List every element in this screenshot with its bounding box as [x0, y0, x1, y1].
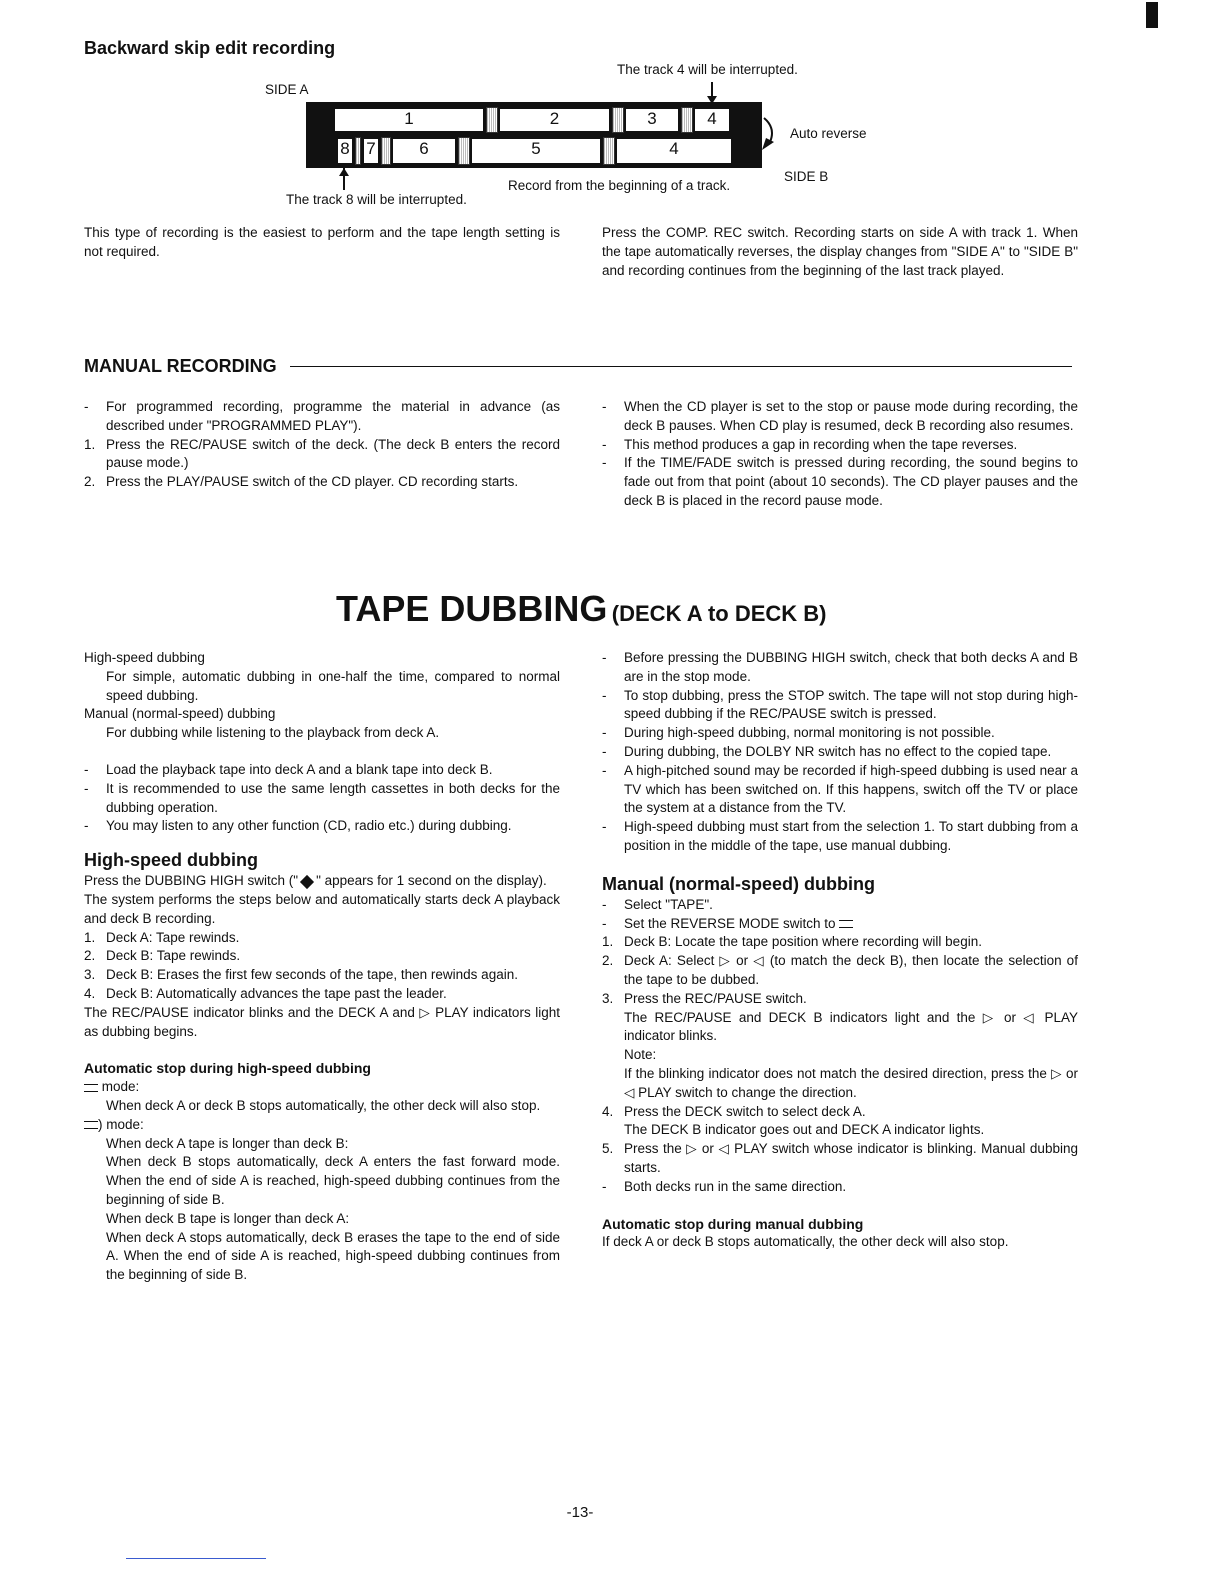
- s4-detail: The DECK B indicator goes out and DECK A indicator lights.: [624, 1122, 985, 1138]
- play-forward-icon: ▷: [686, 1141, 698, 1157]
- mode2-line: When deck B tape is longer than deck A:: [106, 1210, 350, 1226]
- arrow-down-icon: [707, 82, 717, 104]
- play-reverse-icon: ◁: [753, 953, 765, 969]
- manual-dubbing-title: Manual (normal-speed) dubbing: [602, 873, 875, 894]
- list-item: 4. Press the DECK switch to select deck A.: [602, 1103, 866, 1119]
- track-b-6: 6: [391, 137, 457, 165]
- list-item: 3. Press the REC/PAUSE switch.: [602, 990, 807, 1006]
- hs-label: High-speed dubbing: [84, 650, 205, 665]
- auto-stop-manual-text: If deck A or deck B stops automatically, the other deck will also stop.: [602, 1234, 1009, 1250]
- dubbing-left-column: [84, 649, 560, 1285]
- ms-label: Manual (normal-speed) dubbing: [84, 706, 276, 722]
- list-item: 2. Press the PLAY/PAUSE switch of the CD player. CD recording starts.: [84, 474, 519, 490]
- play-reverse-icon: ◁: [1023, 1009, 1038, 1025]
- play-forward-icon: ▷: [982, 1009, 997, 1025]
- section-divider: [290, 366, 1072, 367]
- note-track4: The track 4 will be interrupted.: [617, 62, 798, 77]
- list-item: - For programmed recording, programme the material in advance (as described under "PROGRAMMED PLAY").: [84, 399, 560, 433]
- tape-dubbing-heading: [336, 588, 826, 630]
- mode1: mode:: [84, 1078, 560, 1097]
- auto-reverse-icon: [762, 118, 774, 150]
- list-item: - It is recommended to use the same length cassettes in both decks for the dubbing operation.: [84, 780, 560, 815]
- arrow-up-icon: [339, 168, 349, 190]
- hs-p1: Press the DUBBING HIGH switch (" " appears for 1 second on the display).: [84, 873, 547, 889]
- note-label: Note:: [624, 1047, 657, 1063]
- list-item: - You may listen to any other function (CD, radio etc.) during dubbing.: [84, 818, 512, 834]
- list-item: 3. Deck B: Erases the first few seconds of the tape, then rewinds again.: [84, 967, 518, 983]
- list-item: - A high-pitched sound may be recorded if high-speed dubbing is used near a TV which has been switched on. If this happens, switch off the TV or place the system at a distance from the TV.: [602, 762, 1078, 816]
- tape-dubbing-title: TAPE DUBBING: [336, 588, 608, 629]
- list-item: - During dubbing, the DOLBY NR switch has no effect to the copied tape.: [602, 743, 1052, 759]
- list-item: - Select "TAPE".: [602, 896, 713, 912]
- play-forward-icon: ▷: [419, 1004, 431, 1020]
- track-b-5: 5: [470, 137, 602, 165]
- ms-text: For dubbing while listening to the playback from deck A.: [106, 725, 440, 741]
- mode2: ) mode:: [84, 1116, 560, 1135]
- note-record: Record from the beginning of a track.: [508, 178, 731, 193]
- list-item: - High-speed dubbing must start from the selection 1. To start dubbing from a position in the middle of the tape, use manual dubbing.: [602, 819, 1078, 853]
- list-item: - When the CD player is set to the stop or pause mode during recording, the deck B pauses. When CD play is resumed, deck B recording also resumes.: [602, 399, 1078, 433]
- list-item: 1. Deck B: Locate the tape position where recording will begin.: [602, 934, 982, 950]
- list-item: - Both decks run in the same direction.: [602, 1178, 847, 1194]
- backward-skip-title: Backward skip edit recording: [84, 38, 336, 58]
- play-reverse-icon: ◁: [718, 1141, 730, 1157]
- track-a-1: 1: [333, 107, 485, 133]
- note-track8: The track 8 will be interrupted.: [286, 192, 467, 207]
- auto-stop-hs-title: Automatic stop during high-speed dubbing: [84, 1060, 371, 1077]
- list-item: - To stop dubbing, press the STOP switch. The tape will not stop during high-speed dubbing if the REC/PAUSE switch is pressed.: [602, 687, 1078, 722]
- track-a-4: 4: [693, 107, 731, 133]
- list-item: - Set the REVERSE MODE switch to: [602, 915, 1078, 934]
- mode1-text: When deck A or deck B stops automatically, the other deck will also stop.: [106, 1097, 541, 1113]
- s3-detail: The REC/PAUSE and DECK B indicators light and the ▷ or ◁ PLAY indicator blinks.: [624, 1009, 1078, 1044]
- mode2-line: When deck B stops automatically, deck A enters the fast forward mode. When the end of side A is reached, high-speed dubbing continues from the beginning of side B.: [106, 1154, 560, 1207]
- list-item: - During high-speed dubbing, normal monitoring is not possible.: [602, 725, 995, 741]
- manual-recording-left: [84, 398, 560, 492]
- list-item: 1. Press the REC/PAUSE switch of the deck. (The deck B enters the record pause mode.): [84, 436, 560, 471]
- mode2-line: When deck A tape is longer than deck B:: [106, 1135, 349, 1151]
- list-item: - This method produces a gap in recording when the tape reverses.: [602, 436, 1018, 452]
- mode2-line: When deck A stops automatically, deck B erases the tape to the end of side A. When the end of side A is reached, high-speed dubbing continues from the beginning of side B.: [106, 1229, 560, 1283]
- one-way-mode-icon: [839, 919, 853, 929]
- hs-p3: The REC/PAUSE indicator blinks and the DECK A and ▷ PLAY indicators light as dubbing begins.: [84, 1004, 560, 1039]
- track-b-7: 7: [362, 137, 380, 165]
- play-reverse-icon: ◁: [624, 1084, 635, 1100]
- track-a-2: 2: [498, 107, 611, 133]
- list-item: - Load the playback tape into deck A and a blank tape into deck B.: [84, 761, 493, 777]
- play-forward-icon: ▷: [719, 953, 732, 969]
- list-item: - Before pressing the DUBBING HIGH switch, check that both decks A and B are in the stop mode.: [602, 650, 1078, 684]
- reverse-mode-icon: [84, 1120, 98, 1130]
- list-item: 1. Deck A: Tape rewinds.: [84, 929, 240, 945]
- corner-mark: [1146, 2, 1158, 28]
- track-b-4: 4: [615, 137, 733, 165]
- auto-stop-manual-title: Automatic stop during manual dubbing: [602, 1215, 864, 1232]
- hs-text: For simple, automatic dubbing in one-half the time, compared to normal speed dubbing.: [106, 668, 560, 703]
- backward-right-text: Press the COMP. REC switch. Recording starts on side A with track 1. When the tape automatically reverses, the display changes from "SIDE A" to "SIDE B" and recording continues from the beginning of the last track played.: [602, 225, 1078, 278]
- tape-dubbing-subtitle: (DECK A to DECK B): [611, 601, 827, 626]
- play-forward-icon: ▷: [1051, 1065, 1062, 1081]
- manual-recording-title: MANUAL RECORDING: [84, 356, 277, 376]
- manual-recording-right: [602, 398, 1078, 511]
- list-item: - If the TIME/FADE switch is pressed during recording, the sound begins to fade out from that point (about 10 seconds). The CD player pauses and the deck B is placed in the record pause mode.: [602, 455, 1078, 508]
- auto-reverse-label: Auto reverse: [790, 126, 867, 141]
- side-a-label: SIDE A: [265, 82, 309, 97]
- list-item: 5. Press the ▷ or ◁ PLAY switch whose indicator is blinking. Manual dubbing starts.: [602, 1141, 1078, 1175]
- page-number: -13-: [566, 1504, 594, 1521]
- hs-title: High-speed dubbing: [84, 850, 258, 871]
- side-b-label: SIDE B: [784, 169, 829, 184]
- track-b-8: 8: [336, 137, 354, 165]
- list-item: 4. Deck B: Automatically advances the tape past the leader.: [84, 985, 447, 1001]
- backward-left-text: This type of recording is the easiest to perform and the tape length setting is not required.: [84, 225, 560, 259]
- footer-rule: [126, 1558, 266, 1559]
- hs-p2: The system performs the steps below and automatically starts deck A playback and deck B recording.: [84, 891, 560, 926]
- dubbing-right-column: [602, 649, 1078, 1252]
- track-a-3: 3: [624, 107, 680, 133]
- list-item: 2. Deck A: Select ▷ or ◁ (to match the deck B), then locate the selection of the tape to be dubbed.: [602, 953, 1078, 987]
- diamond-icon: [300, 875, 314, 889]
- note-text: If the blinking indicator does not match the desired direction, press the ▷ or ◁ PLAY switch to change the direction.: [624, 1065, 1078, 1100]
- list-item: 2. Deck B: Tape rewinds.: [84, 948, 241, 964]
- one-way-mode-icon: [84, 1083, 98, 1093]
